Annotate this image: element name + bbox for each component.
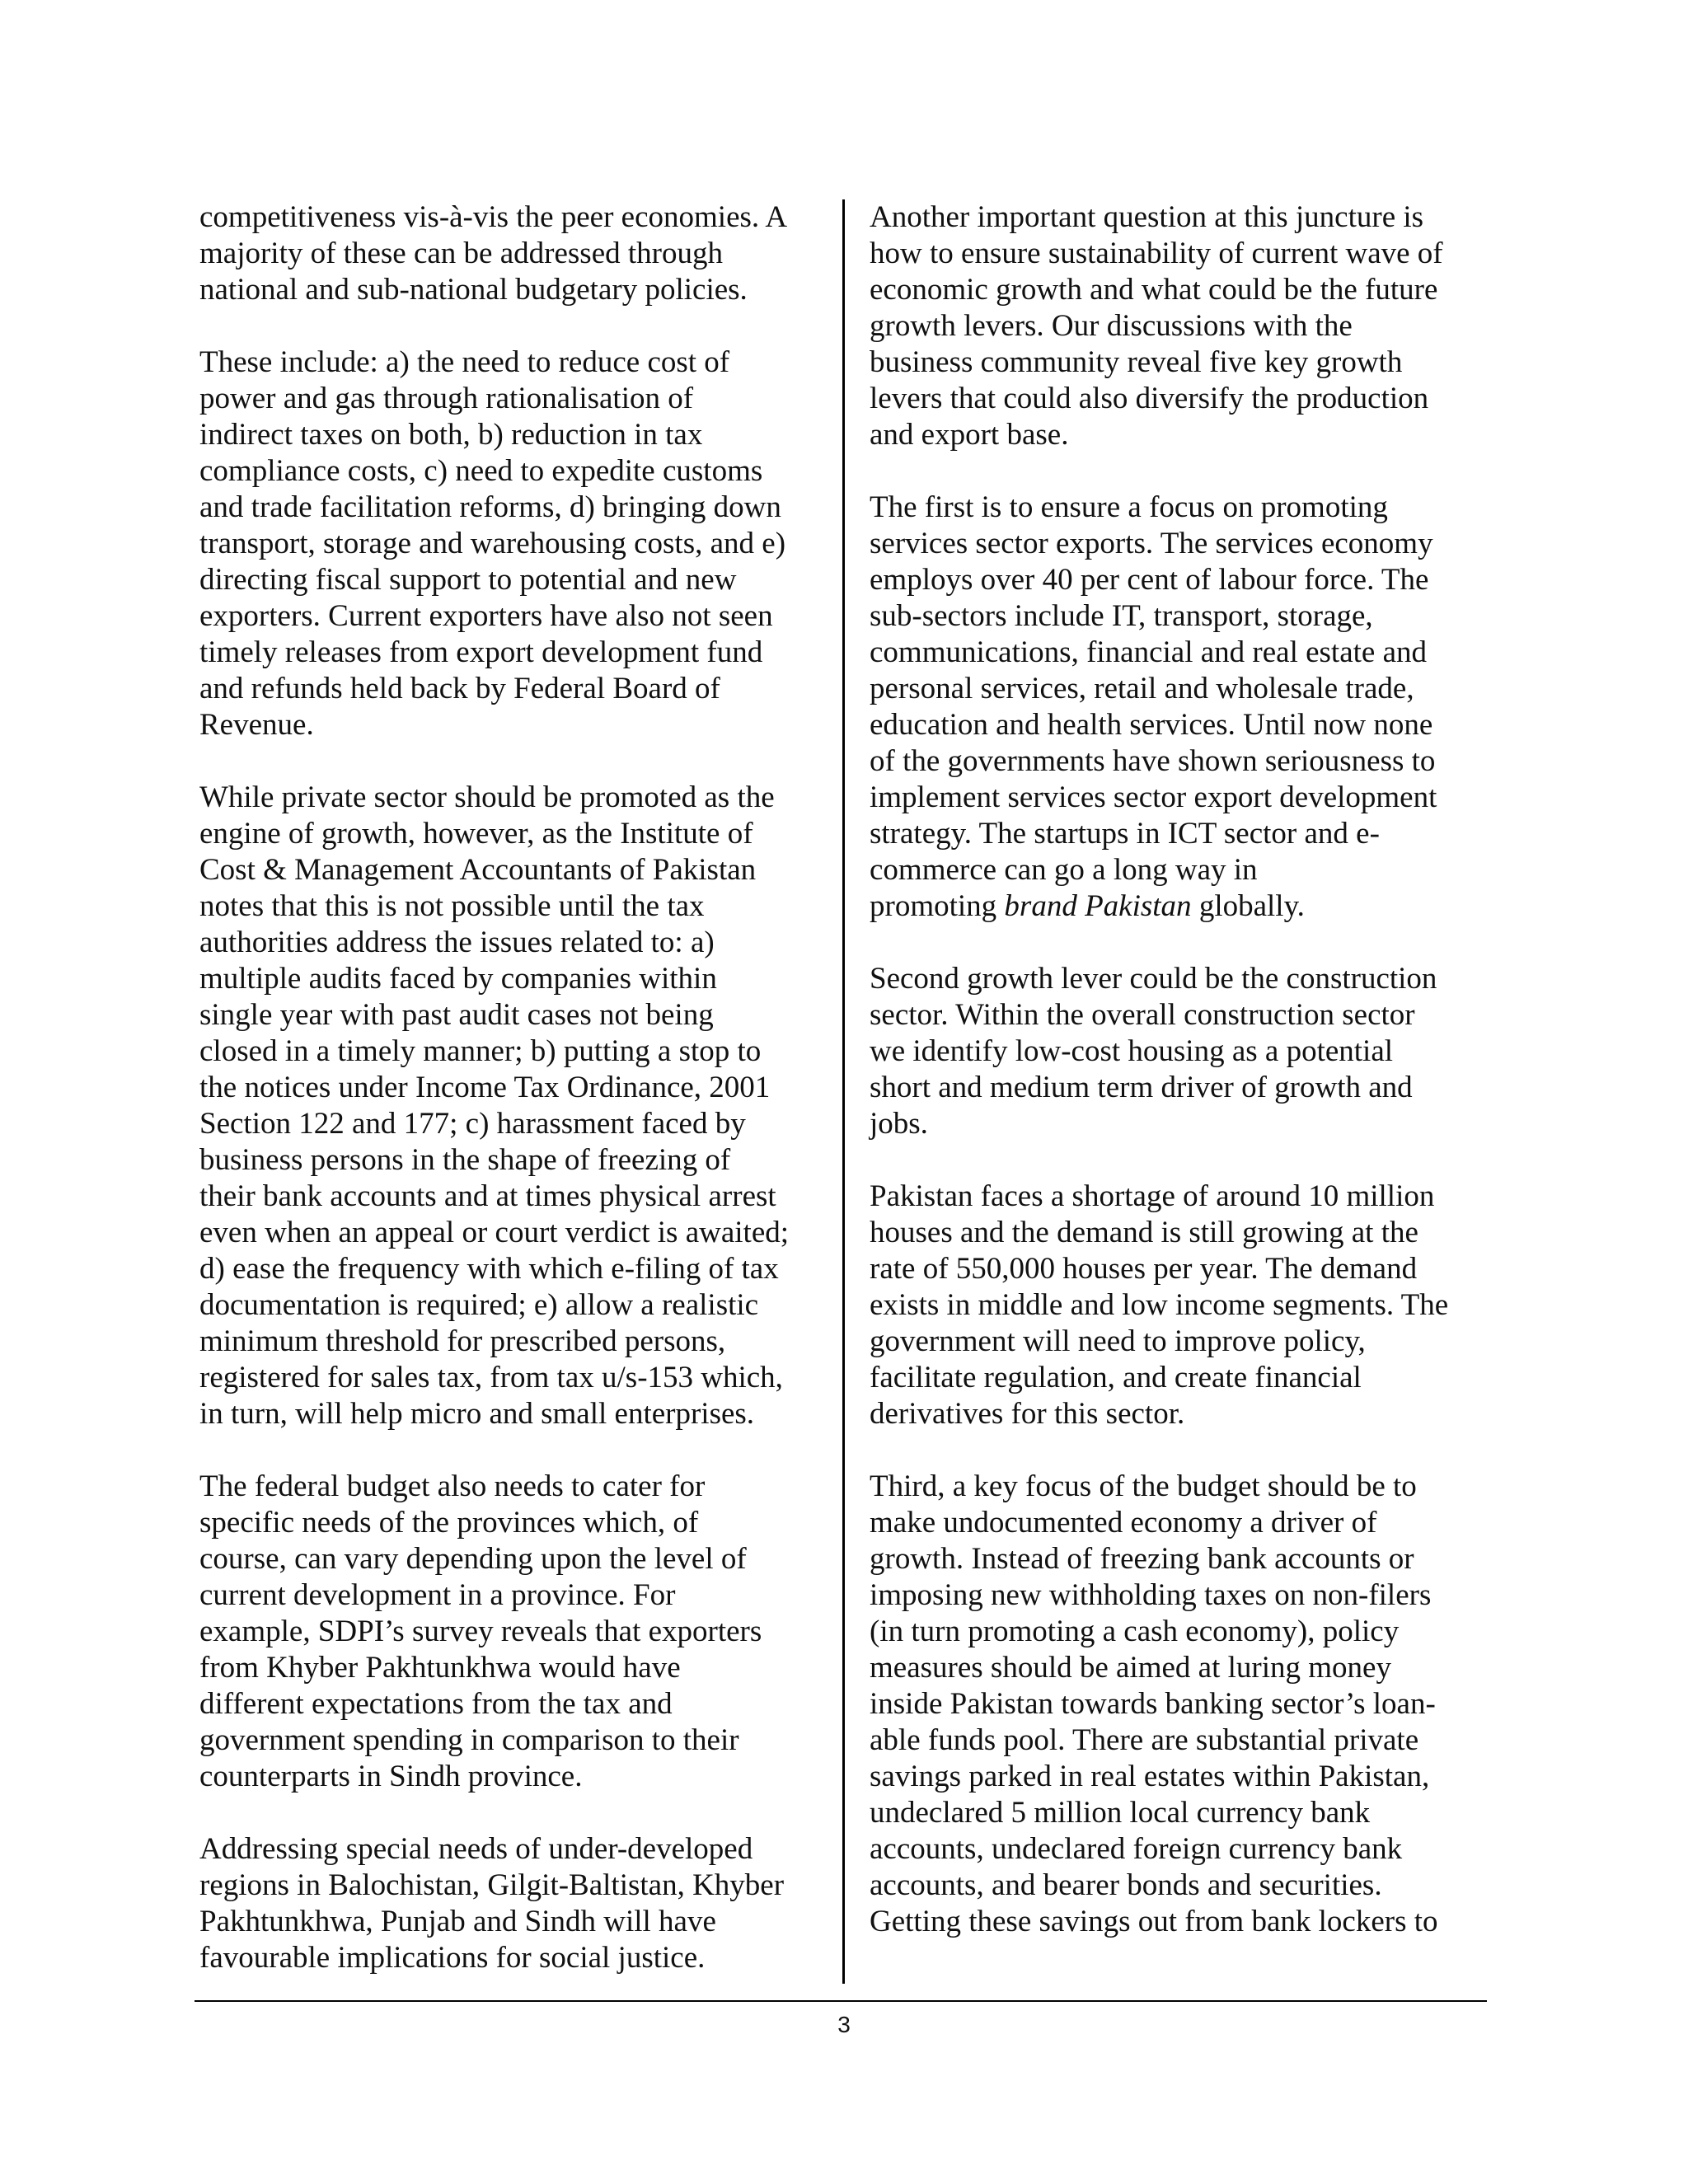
text-line: power and gas through rationalisation of [199,382,694,415]
text-line: communications, financial and real estate and [870,635,1428,669]
text-line: growth. Instead of freezing bank accounts or [870,1542,1414,1576]
text-line: savings parked in real estates within Pakistan, [870,1760,1430,1793]
text-line: Revenue. [199,708,314,742]
text-line: and refunds held back by Federal Board of [199,672,720,705]
text-line: measures should be aimed at luring money [870,1651,1391,1685]
text-line: rate of 550,000 houses per year. The demand [870,1252,1418,1286]
text-line: compliance costs, c) need to expedite customs [199,454,763,488]
text-line: The first is to ensure a focus on promoting [870,490,1388,524]
text-line: d) ease the frequency with which e-filing of tax [199,1252,779,1286]
text-line: Second growth lever could be the construction [870,962,1437,996]
column-divider [842,199,845,1984]
text-line: we identify low-cost housing as a potential [870,1034,1394,1068]
text-line: documentation is required; e) allow a realistic [199,1288,759,1322]
text-line: national and sub-national budgetary policies. [199,273,748,307]
text-line: (in turn promoting a cash economy), policy [870,1615,1400,1648]
text-line: strategy. The startups in ICT sector and e- [870,817,1380,851]
paragraph [870,1469,1496,1940]
text-line: from Khyber Pakhtunkhwa would have [199,1651,681,1685]
text-line: counterparts in Sindh province. [199,1760,583,1793]
paragraph [199,344,826,743]
text-line: While private sector should be promoted as the [199,780,775,814]
text-line: and trade facilitation reforms, d) bringing down [199,490,781,524]
text-line: inside Pakistan towards banking sector’s loan- [870,1687,1436,1721]
text-line: exporters. Current exporters have also not seen [199,599,773,633]
text-line: the notices under Income Tax Ordinance, 2001 [199,1071,771,1104]
text-line: sector. Within the overall construction sector [870,998,1415,1032]
text-line: authorities address the issues related to: a) [199,926,715,959]
text-line: their bank accounts and at times physical arrest [199,1179,776,1213]
text-line: Getting these savings out from bank lockers to [870,1905,1438,1938]
text-line: sub-sectors include IT, transport, storage, [870,599,1373,633]
text-line: employs over 40 per cent of labour force. The [870,563,1429,597]
text-line: regions in Balochistan, Gilgit-Baltistan, Khyber [199,1868,785,1902]
text-line: economic growth and what could be the future [870,273,1438,307]
text-line: how to ensure sustainability of current wave of [870,237,1443,270]
text-line: multiple audits faced by companies within [199,962,717,996]
text-line: closed in a timely manner; b) putting a stop to [199,1034,762,1068]
text-line: transport, storage and warehousing costs, and e) [199,527,786,560]
paragraph [870,961,1496,1142]
text-line: implement services sector export development [870,780,1437,814]
text-line: specific needs of the provinces which, of [199,1506,699,1540]
text-line: levers that could also diversify the production [870,382,1429,415]
text-line: The federal budget also needs to cater for [199,1469,706,1503]
text-line: imposing new withholding taxes on non-filers [870,1578,1432,1612]
text-line: facilitate regulation, and create financial [870,1361,1362,1394]
text-line: make undocumented economy a driver of [870,1506,1377,1540]
left-column [199,199,826,2013]
text-line: favourable implications for social justice. [199,1941,706,1975]
text-line: indirect taxes on both, b) reduction in tax [199,418,703,452]
text-line: short and medium term driver of growth and [870,1071,1413,1104]
right-column [870,199,1496,1976]
text-line: majority of these can be addressed through [199,237,723,270]
text-line: of the governments have shown seriousness to [870,744,1436,778]
text-line: and export base. [870,418,1069,452]
text-line: education and health services. Until now none [870,708,1433,742]
text-line: even when an appeal or court verdict is awaited; [199,1216,790,1249]
text-line: competitiveness vis-à-vis the peer economies. A [199,200,788,234]
text-line: different expectations from the tax and [199,1687,673,1721]
paragraph [199,199,826,308]
footer-rule [195,2000,1487,2002]
text-line: Third, a key focus of the budget should be to [870,1469,1417,1503]
text-line: houses and the demand is still growing at the [870,1216,1418,1249]
text-line: single year with past audit cases not being [199,998,714,1032]
text-line: in turn, will help micro and small enterprises. [199,1397,755,1431]
text-line: directing fiscal support to potential and new [199,563,737,597]
text-line: example, SDPI’s survey reveals that exporters [199,1615,762,1648]
text-line: business persons in the shape of freezing of [199,1143,731,1177]
paragraph [199,1831,826,1976]
text-line: minimum threshold for prescribed persons, [199,1324,726,1358]
text-line: undeclared 5 million local currency bank [870,1796,1371,1830]
text-line: government will need to improve policy, [870,1324,1366,1358]
text-line: course, can vary depending upon the level of [199,1542,747,1576]
text-line: These include: a) the need to reduce cost of [199,345,730,379]
text-line: jobs. [870,1107,928,1141]
text-line: commerce can go a long way in [870,853,1258,887]
text-line: notes that this is not possible until the tax [199,889,705,923]
text-line: exists in middle and low income segments. The [870,1288,1449,1322]
paragraph [870,490,1496,925]
text-line: business community reveal five key growth [870,345,1403,379]
text-line: engine of growth, however, as the Institute of [199,817,753,851]
text-line: Cost & Management Accountants of Pakistan [199,853,757,887]
paragraph [870,1179,1496,1432]
text-line: promoting brand Pakistan globally. [870,889,1305,923]
text-line: current development in a province. For [199,1578,676,1612]
text-line: accounts, and bearer bonds and securities. [870,1868,1382,1902]
text-line: Addressing special needs of under-developed [199,1832,753,1866]
page-number: 3 [837,2012,851,2037]
text-line: government spending in comparison to their [199,1723,739,1757]
paragraph [870,199,1496,453]
text-line: Another important question at this juncture is [870,200,1424,234]
text-line: Section 122 and 177; c) harassment faced by [199,1107,746,1141]
text-line: able funds pool. There are substantial private [870,1723,1419,1757]
text-line: timely releases from export development fund [199,635,763,669]
text-line: personal services, retail and wholesale trade, [870,672,1414,705]
text-line: accounts, undeclared foreign currency bank [870,1832,1403,1866]
text-line: Pakistan faces a shortage of around 10 million [870,1179,1435,1213]
paragraph [199,780,826,1432]
text-line: derivatives for this sector. [870,1397,1185,1431]
text-line: registered for sales tax, from tax u/s-153 which, [199,1361,783,1394]
paragraph [199,1469,826,1795]
text-line: growth levers. Our discussions with the [870,309,1353,343]
text-line: services sector exports. The services economy [870,527,1433,560]
text-line: Pakhtunkhwa, Punjab and Sindh will have [199,1905,716,1938]
italic-text: brand Pakistan [1004,889,1192,923]
